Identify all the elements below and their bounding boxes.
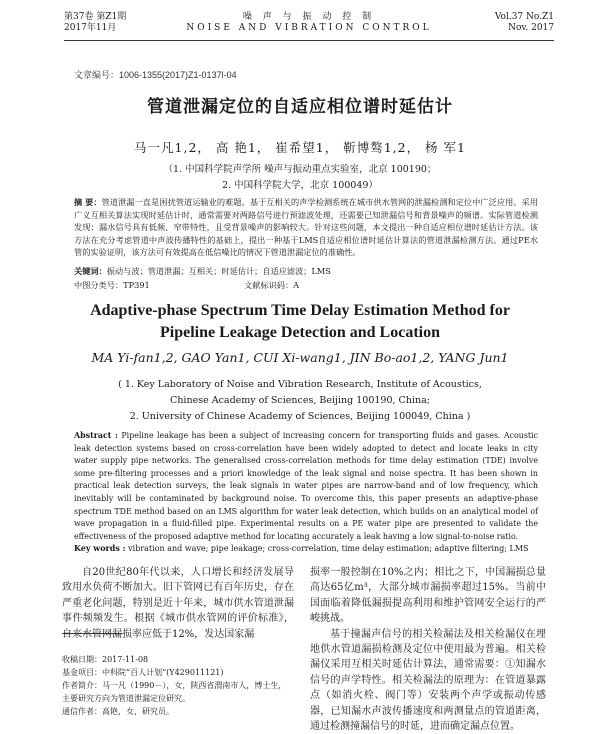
abstract-en-text: Pipeline leakage has been a subject of increasing concern for transporting fluids and gases. Acoustic leak detection systems based on cross-correlation have been widely adopted to detect and locate leaks in city water supply pipe networks. The generalised cross-correlation methods for time delay estimation (TDE) involve some pre-filtering processes and a priori knowledge of the leak signal and noise spectra. It has been shown in practical leak detection surveys, the leak signals in water pipes are narrow-band and of low frequency, which inevitably will be contaminated by background noise. To overcome this, this paper presents an adaptive-phase spectrum TDE method based on an LMS algorithm for water leak detection, which builds on an analytical model of wave propagation in a fluid-filled pipe. Experimental results on a PE water pipe are presented to validate the effectiveness of the proposed adaptive method for locating accurately a leak having a low signal-to-noise ratio. <box>74 431 538 541</box>
clc-code: TP391 <box>123 280 150 290</box>
header-journal-en: NOISE AND VIBRATION CONTROL <box>186 23 432 33</box>
title-cn: 管道泄漏定位的自适应相位谱时延估计 <box>147 97 453 117</box>
body-column-right <box>310 565 546 734</box>
abstract-cn-label: 摘 要： <box>74 197 102 207</box>
footnote-author-bio: 作者简介：马一凡（1990－），女，陕西省渭南市人，博士生，主要研究方向为管道泄漏定位研究。 <box>62 681 287 703</box>
doc-code-value: A <box>293 280 300 290</box>
affiliation-cn-1: （1. 中国科学院声学所 噪声与振动重点实验室，北京 100190； <box>163 164 437 175</box>
header-volume-en: Vol.37 No.Z1 <box>494 12 554 22</box>
authors-cn: 马一凡1,2， 高 艳1， 崔希望1， 靳博骜1,2， 杨 军1 <box>134 140 466 155</box>
affiliation-en-2: Chinese Academy of Sciences, Beijing 100190, China; <box>170 395 430 406</box>
body-paragraph: 自20世纪80年代以来，人口增长和经济发展导致用水负荷不断加大。旧下管网已有百年历史，存在严重老化问题，特别是近十年来，城市供水管道泄漏事件频频发生。根据《城市供水管网的评价标准》，自来水管网漏损率应低于12%，发达国家漏 <box>62 567 294 640</box>
classification-line <box>74 279 538 291</box>
keywords-cn-text: 振动与波；管道泄漏；互相关；时延估计；自适应滤波；LMS <box>106 266 331 276</box>
keywords-cn <box>74 265 538 277</box>
footnote-funding: 基金项目：中科院“百人计划”(Y429011121) <box>62 668 224 677</box>
body-paragraph: 损率一般控制在10%之内；相比之下，中国漏损总量高达65亿m³，大部分城市漏损率超过15%。当前中国面临着降低漏损提高利用和维护管网安全运行的严峻挑战。 <box>310 567 546 625</box>
journal-header <box>64 10 554 41</box>
footnotes <box>62 653 294 718</box>
doc-code <box>244 279 299 291</box>
article-number: 文章编号：1006-1355(2017)Z1-0137l-04 <box>74 70 237 80</box>
journal-name <box>64 12 554 34</box>
authors-en: MA Yi-fan1,2, GAO Yan1, CUI Xi-wang1, JIN Bo-ao1,2, YANG Jun1 <box>91 350 509 365</box>
abstract-cn-text: 管道泄漏一直是困扰管道运输业的难题。基于互相关的声学检测系统在城市供水管网的泄漏检测和定位中广泛应用。采用广义互相关算法实现时延估计时，通常需要对两路信号进行预滤波处理，还需要已知泄漏信号和背景噪声的频谱。实际管道检测发现：漏水信号具有低频、窄带特性，且受背景噪声的影响较大。针对这些问题，本文提出一种自适应相位谱时延估计方法。该方法在充分考虑管道中声波传播特性的基础上，提出一种基于LMS自适应相位谱时延估计算法的管道泄漏检测方法。通过PE水管的实验证明，该方法可有效提高在低信噪比的情况下管道泄漏定位的准确性。 <box>74 197 538 257</box>
keywords-cn-label: 关键词： <box>74 266 107 276</box>
body-column-left <box>62 565 294 642</box>
header-date-en: Nov. 2017 <box>508 23 554 33</box>
title-en-line-1: Adaptive-phase Spectrum Time Delay Estimation Method for <box>90 302 510 319</box>
abstract-cn <box>74 196 538 259</box>
affiliations-cn <box>0 162 600 194</box>
abstract-en <box>74 430 538 543</box>
title-en-line-2: Pipeline Leakage Detection and Location <box>160 324 440 341</box>
footnote-divider <box>62 633 122 634</box>
affiliation-cn-2: 2. 中国科学院大学，北京 100049） <box>222 180 378 191</box>
journal-issue <box>495 12 554 34</box>
header-volume-cn: 第37卷 第Z1期 <box>64 12 127 22</box>
body-paragraph: 基于撞漏声信号的相关检漏法及相关检漏仪在埋地供水管道漏损检测及定位中使用最为普遍。相关检漏仪采用互相关时延估计算法，通常需要：①知漏水信号的声学特性。相关检漏法的原理为：在管道暴露点（如消火栓、阀门等）安装两个声学或振动传感器，已知漏水声波传播速度和两测量点的管道距离，通过检测撞漏信号的时延，进而确定漏点位置。 <box>310 628 546 733</box>
abstract-en-label: Abstract : <box>74 431 118 440</box>
title-en <box>0 300 600 344</box>
footnote-received: 收稿日期：2017-11-08 <box>62 655 149 664</box>
affiliations-en <box>0 377 600 425</box>
footnote-correspondence: 通信作者：高艳，女，研究员。 <box>62 707 174 716</box>
affiliation-en-3: 2. University of Chinese Academy of Sciences, Beijing 100049, China ) <box>129 411 471 422</box>
keywords-en-label: Key words : <box>74 543 126 553</box>
keywords-en-text: vibration and wave; pipe leakage; cross-correlation, time delay estimation; adaptive filtering; LMS <box>128 544 529 553</box>
clc-label: 中图分类号： <box>74 280 124 290</box>
header-date-cn: 2017年11月 <box>64 23 117 33</box>
doc-code-label: 文献标识码： <box>244 280 294 290</box>
header-journal-cn: 噪 声 与 振 动 控 制 <box>242 12 376 22</box>
keywords-en <box>74 542 538 555</box>
affiliation-en-1: ( 1. Key Laboratory of Noise and Vibration Research, Institute of Acoustics, <box>118 379 482 390</box>
